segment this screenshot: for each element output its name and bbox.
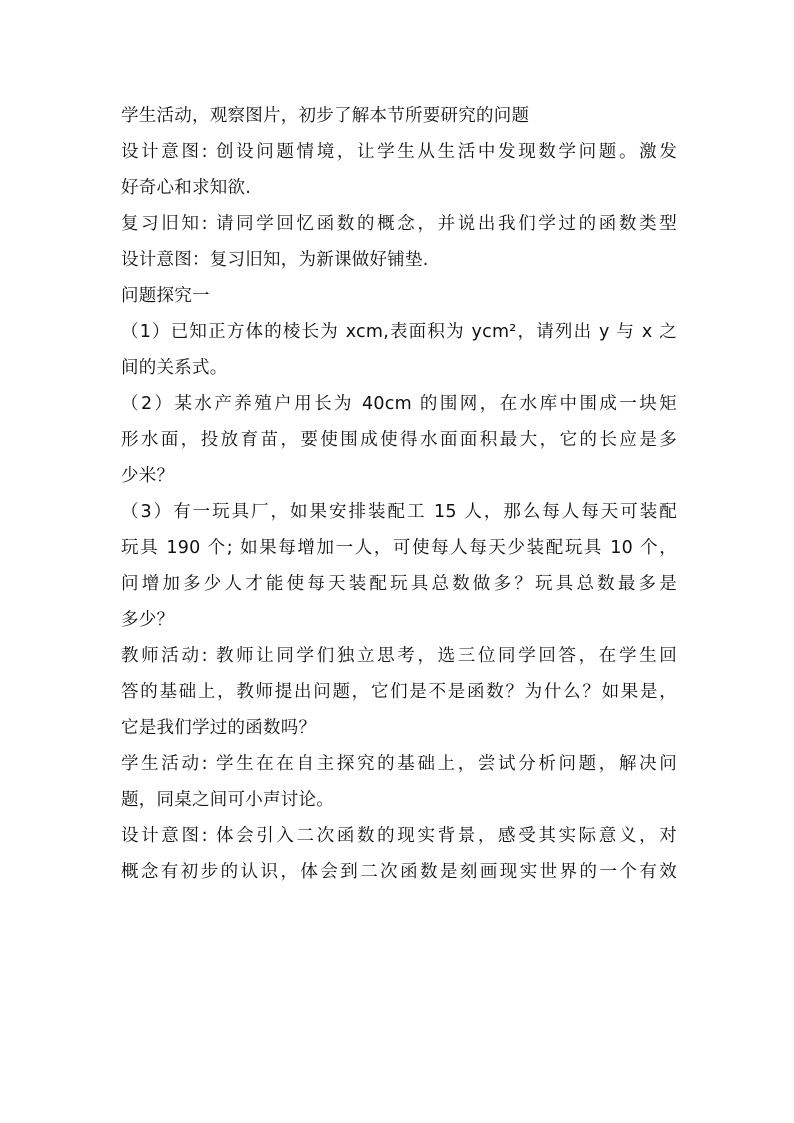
text-line: 它是我们学过的函数吗？ [121,718,317,738]
text-line: 多少？ [121,610,175,630]
text-line: 设计意图：复习旧知，为新课做好铺垫. [121,250,429,270]
text-line: （3）有一玩具厂，如果安排装配工 15 人，那么每人每天可装配 [121,502,677,522]
text-line: 概念有初步的认识，体会到二次函数是刻画现实世界的一个有效 [121,862,677,882]
text-line: 题，同桌之间可小声讨论。 [121,790,334,810]
text-line: 学生活动，观察图片，初步了解本节所要研究的问题 [121,106,530,126]
text-line: 问题探究一 [121,286,210,306]
text-line: 问增加多少人才能使每天装配玩具总数做多？玩具总数最多是 [121,574,677,594]
text-line: 设计意图: 创设问题情境，让学生从生活中发现数学问题。激发 [121,142,677,162]
text-line: 形水面，投放育苗，要使围成使得水面面积最大，它的长应是多 [121,430,677,450]
text-line: 答的基础上，教师提出问题，它们是不是函数？为什么？如果是， [121,682,677,702]
text-line: 间的关系式。 [121,358,228,378]
text-line: 教师活动: 教师让同学们独立思考，选三位同学回答，在学生回 [121,646,677,666]
text-line: 玩具 190 个; 如果每增加一人，可使每人每天少装配玩具 10 个， [121,538,677,558]
text-line: 少米？ [121,466,175,486]
text-line: （2）某水产养殖户用长为 40cm 的围网，在水库中围成一块矩 [121,394,677,414]
text-line: 学生活动: 学生在在自主探究的基础上，尝试分析问题，解决问 [121,754,677,774]
text-line: 设计意图: 体会引入二次函数的现实背景，感受其实际意义，对 [121,826,677,846]
text-line: 复习旧知: 请同学回忆函数的概念，并说出我们学过的函数类型 [121,214,677,234]
text-line: （1）已知正方体的棱长为 xcm,表面积为 ycm²，请列出 y 与 x 之 [121,322,677,342]
document-body [121,98,677,890]
text-line: 好奇心和求知欲. [121,178,252,198]
